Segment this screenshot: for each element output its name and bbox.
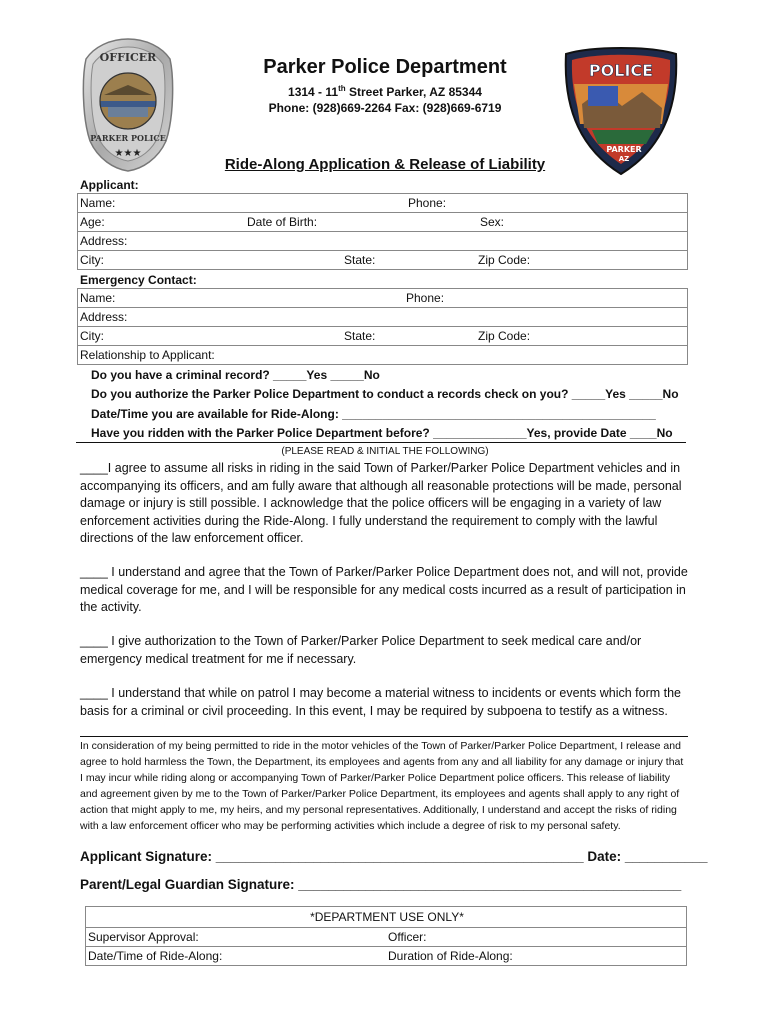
patch-text-parker: PARKER (606, 145, 642, 154)
emergency-table (77, 288, 688, 365)
ride-along-datetime-cell[interactable]: Date/Time of Ride-Along: (86, 947, 387, 966)
applicant-name-row[interactable]: Name: Phone: (78, 194, 688, 213)
applicant-table (77, 193, 688, 270)
applicant-age-row[interactable]: Age: Date of Birth: Sex: (78, 213, 688, 232)
applicant-city-row[interactable]: City: State: Zip Code: (78, 251, 688, 270)
initial-note: (PLEASE READ & INITIAL THE FOLLOWING) (281, 446, 489, 457)
paragraph-medical-authorization: ____ I give authorization to the Town of Parker/Parker Police Department to seek medical care and/or emergency medical treatment for me if necessary. (80, 634, 642, 666)
department-use-table (85, 906, 687, 966)
patch-text-az: AZ (618, 155, 630, 163)
department-use-title: *DEPARTMENT USE ONLY* (86, 907, 687, 928)
paragraph-material-witness: ____ I understand that while on patrol I may become a material witness to incidents or events which form the basis for a criminal or civil proceeding. In this event, I may be required by subpoena to testify as a witness. (80, 686, 682, 718)
form-title: Ride-Along Application & Release of Liability (224, 156, 546, 173)
emergency-address-row[interactable]: Address: (78, 308, 688, 327)
department-address: 1314 - 11th Street Parker, AZ 85344 (288, 84, 482, 99)
badge-text-bottom: PARKER POLICE (90, 133, 166, 143)
officer-cell[interactable]: Officer: (386, 928, 687, 947)
patch-text-top: POLICE (588, 61, 654, 80)
applicant-section-label: Applicant: (80, 178, 139, 192)
svg-text:★★★: ★★★ (114, 148, 142, 159)
question-records-check[interactable]: Do you authorize the Parker Police Department to conduct a records check on you? _____Yes _____No (91, 387, 679, 401)
ride-along-duration-cell[interactable]: Duration of Ride-Along: (386, 947, 687, 966)
applicant-address-row[interactable]: Address: (78, 232, 688, 251)
department-phone-fax: Phone: (928)669-2264 Fax: (928)669-6719 (268, 101, 502, 115)
question-criminal-record[interactable]: Do you have a criminal record? _____Yes _____No (91, 368, 380, 382)
emergency-city-row[interactable]: City: State: Zip Code: (78, 327, 688, 346)
paragraph-assume-risks: ____I agree to assume all risks in riding in the said Town of Parker/Parker Police Department vehicles and in accompanying its officers, and am fully aware that although all reasonable protections will be made, personal damage or injury is still possible. I acknowledge that the police officers will be engaging in a variety of law enforcement activities during the Ride-Along. I fully understand the requirement to comply with the lawful directions of the law enforcement officer. (80, 461, 682, 545)
supervisor-approval-cell[interactable]: Supervisor Approval: (86, 928, 387, 947)
applicant-signature-line[interactable]: Applicant Signature: _________________________________________________ Date: ___________ (80, 849, 708, 864)
department-name: Parker Police Department (263, 56, 507, 78)
question-ridden-before[interactable]: Have you ridden with the Parker Police Department before? ______________Yes, provide Date ____No (91, 426, 673, 440)
badge-text-top: OFFICER (99, 51, 157, 64)
emergency-relationship-row[interactable]: Relationship to Applicant: (78, 346, 688, 365)
release-of-liability: In consideration of my being permitted to ride in the motor vehicles of the Town of Parker/Parker Police Department, I release and agree to hold harmless the Town, the Department, its employees and agents from any and all liability for any damage or injury that I may incur while riding along or accompanying Town of Parker/Parker Police Department police officers. This release of liability and agreement given by me to the Town of Parker/Parker Police Department, its employees and agents shall apply to any right of action that might apply to me, my heirs, and my personal representatives. Additionally, I understand and accept the risks of riding with a law enforcement officer who may be performing activities which include a degree of risk to my personal safety. (80, 736, 688, 834)
guardian-signature-line[interactable]: Parent/Legal Guardian Signature: ___________________________________________________ (80, 877, 682, 892)
emergency-section-label: Emergency Contact: (80, 273, 197, 287)
emergency-name-row[interactable]: Name: Phone: (78, 289, 688, 308)
paragraph-medical-coverage: ____ I understand and agree that the Town of Parker/Parker Police Department does not, and will not, provide medical coverage for me, and I will be responsible for any medical costs incurred as a result of participation in the activity. (80, 565, 688, 614)
question-availability[interactable]: Date/Time you are available for Ride-Along: _______________________________________________ (91, 407, 656, 421)
divider-line (76, 442, 686, 443)
